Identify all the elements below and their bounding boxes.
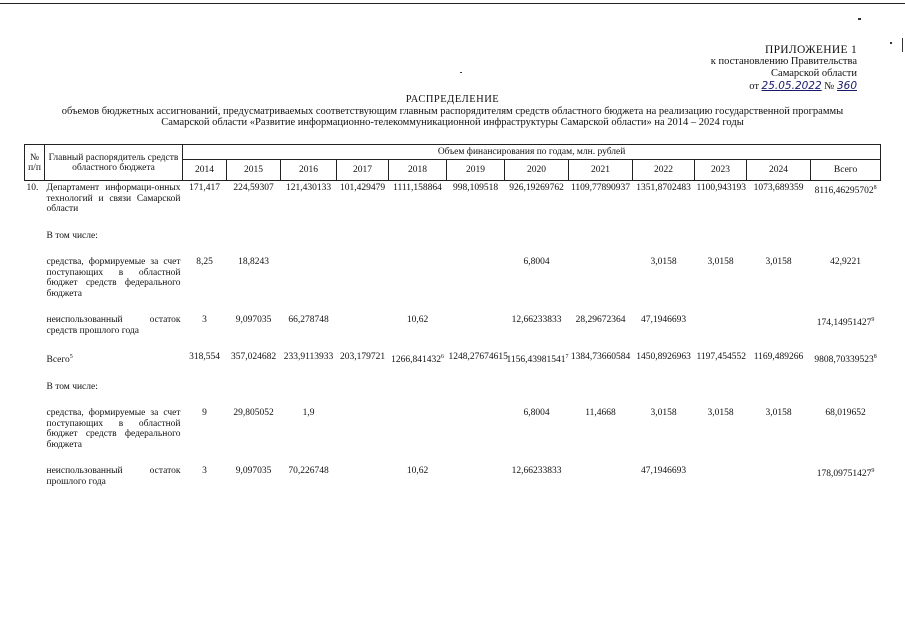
year-header-cell: 2022 (633, 160, 695, 181)
value-text: 12,66233833 (511, 466, 562, 477)
spacer-cell (25, 368, 881, 380)
appendix-title: ПРИЛОЖЕНИЕ 1 (764, 44, 857, 56)
value-text: 42,9221 (830, 257, 862, 267)
value-text: 1,9 (302, 408, 315, 419)
row-name (45, 229, 183, 244)
table-row (25, 255, 881, 301)
value-text: 1111,158864 (393, 183, 442, 193)
value-cell (337, 181, 389, 217)
value-cell (569, 255, 633, 301)
row-spacer (25, 301, 881, 313)
scan-speck (890, 42, 892, 44)
value-text: 8,25 (196, 257, 213, 267)
value-text: 1248,27674615 (448, 352, 508, 362)
top-border-line (0, 3, 905, 4)
title-line-3: Самарской области «Развитие информационно-телекоммуникационной инфраструктуры Самарской области» на 2014 – 2024 годы (161, 117, 744, 128)
value-text: 3 (202, 466, 207, 477)
value-cell (569, 464, 633, 489)
value-text: 174,14951427 (816, 318, 872, 329)
value-text: 9 (202, 408, 207, 419)
scan-speck (460, 72, 462, 73)
value-cell (695, 464, 747, 489)
value-text: 1109,77890937 (570, 183, 631, 193)
value-cell (227, 229, 281, 244)
footnote-mark: 7 (565, 354, 569, 360)
row-spacer (25, 452, 881, 464)
value-text: 1266,841432 (391, 355, 441, 366)
row-name-text: Всего (46, 355, 70, 366)
appendix-header (711, 44, 857, 93)
value-cell (183, 181, 227, 217)
row-index: 10. (26, 183, 39, 193)
value-text: 3 (202, 315, 207, 325)
spacer-cell (25, 452, 881, 464)
number-value: 360 (836, 80, 857, 92)
value-cell (569, 350, 633, 368)
year-header-cell: 2024 (747, 160, 811, 181)
value-cell (281, 229, 337, 244)
value-cell (337, 255, 389, 301)
value-cell (281, 350, 337, 368)
value-text: 10,62 (406, 466, 429, 477)
value-cell (695, 380, 747, 395)
value-cell (337, 229, 389, 244)
footnote-mark: 9 (871, 468, 875, 475)
spacer-cell (25, 243, 881, 255)
value-text: 8116,46295702 (814, 186, 874, 197)
row-name (45, 255, 183, 301)
col-header-group: Объем финансирования по годам, млн. рублей (183, 145, 881, 160)
value-cell (747, 406, 811, 452)
value-cell (633, 380, 695, 395)
document-title (0, 94, 905, 129)
value-text: 318,554 (189, 352, 220, 362)
value-cell (227, 181, 281, 217)
value-cell (633, 313, 695, 338)
row-name-text: В том числе: (46, 230, 98, 241)
value-text: 1156,43981541 (506, 355, 566, 366)
year-header-cell: 2023 (695, 160, 747, 181)
value-cell (227, 313, 281, 338)
value-text: 66,278748 (288, 315, 329, 325)
value-cell (183, 313, 227, 338)
value-cell (811, 255, 881, 301)
value-cell (695, 406, 747, 452)
year-header-cell: 2014 (183, 160, 227, 181)
year-header-cell: 2018 (389, 160, 447, 181)
value-cell (695, 313, 747, 338)
value-text: 11,4668 (585, 408, 616, 419)
table-row (25, 181, 881, 217)
value-cell (183, 255, 227, 301)
row-name (45, 464, 183, 489)
value-text: 28,29672364 (575, 315, 626, 325)
spacer-cell (25, 489, 881, 501)
value-cell (695, 350, 747, 368)
value-cell (447, 406, 505, 452)
value-cell (183, 406, 227, 452)
value-cell (183, 229, 227, 244)
value-text: 3,0158 (650, 408, 677, 419)
value-cell (569, 229, 633, 244)
title-line-1: РАСПРЕДЕЛЕНИЕ (405, 94, 500, 105)
value-cell (811, 181, 881, 217)
value-cell (389, 380, 447, 395)
table-row (25, 406, 881, 452)
footnote-mark: 9 (871, 317, 875, 323)
value-cell (183, 380, 227, 395)
value-cell (811, 464, 881, 489)
value-cell (389, 181, 447, 217)
value-text: 3,0158 (707, 257, 734, 267)
value-cell (505, 464, 569, 489)
footnote-mark: 8 (873, 354, 877, 360)
row-name (45, 406, 183, 452)
row-name (45, 181, 183, 217)
budget-table (24, 144, 881, 501)
value-text: 12,66233833 (511, 315, 562, 325)
value-text: 9,097035 (235, 466, 272, 477)
date-prefix: от (749, 81, 759, 92)
table-body (25, 181, 881, 502)
value-text: 1073,689359 (753, 183, 804, 193)
value-text: 1384,73660584 (570, 352, 631, 362)
value-cell (633, 229, 695, 244)
year-header-cell: 2015 (227, 160, 281, 181)
value-text: 1197,454552 (696, 352, 747, 362)
table-row (25, 229, 881, 244)
value-cell (695, 181, 747, 217)
value-cell (695, 229, 747, 244)
value-cell (633, 181, 695, 217)
appendix-line-3: Самарской области (771, 68, 857, 79)
appendix-date-line (711, 80, 857, 93)
value-cell (695, 255, 747, 301)
row-index (25, 229, 45, 244)
scan-speck (858, 18, 861, 20)
value-cell (389, 229, 447, 244)
value-text: 1169,489266 (753, 352, 804, 362)
row-index (25, 380, 45, 395)
value-cell (183, 350, 227, 368)
row-name-text: Департамент информаци-онных технологий и связи Самарской области (46, 183, 181, 214)
value-cell (337, 313, 389, 338)
value-cell (281, 380, 337, 395)
value-cell (227, 406, 281, 452)
value-cell (747, 181, 811, 217)
value-text: 3,0158 (765, 408, 792, 419)
row-name (45, 313, 183, 338)
value-cell (811, 406, 881, 452)
value-text: 9808,70339523 (814, 355, 874, 366)
table-row (25, 313, 881, 338)
year-header-cell: 2021 (569, 160, 633, 181)
row-spacer (25, 394, 881, 406)
title-line-2: объемов бюджетных ассигнований, предусматриваемых соответствующим главным распорядителям средств областного бюджета на реализацию государственной программы (61, 105, 844, 117)
value-cell (227, 464, 281, 489)
value-cell (505, 255, 569, 301)
row-index (25, 313, 45, 338)
value-text: 224,59307 (233, 183, 274, 193)
date-value: 25.05.2022 (761, 80, 822, 92)
year-header-cell: 2020 (505, 160, 569, 181)
row-index (25, 464, 45, 489)
year-header-cell: Всего (811, 160, 881, 181)
value-cell (633, 350, 695, 368)
spacer-cell (25, 217, 881, 229)
value-text: 47,1946693 (640, 466, 687, 477)
value-cell (747, 350, 811, 368)
value-cell (337, 464, 389, 489)
value-text: 1351,8702483 (636, 183, 691, 193)
value-cell (505, 350, 569, 368)
value-cell (389, 313, 447, 338)
value-cell (505, 313, 569, 338)
value-text: 171,417 (189, 183, 220, 193)
value-cell (227, 255, 281, 301)
footnote-mark: 5 (69, 354, 73, 360)
row-spacer (25, 368, 881, 380)
value-text: 10,62 (406, 315, 429, 325)
value-cell (505, 380, 569, 395)
row-spacer (25, 338, 881, 350)
value-cell (811, 313, 881, 338)
value-cell (227, 380, 281, 395)
value-cell (389, 464, 447, 489)
number-prefix: № (824, 81, 835, 92)
value-cell (811, 350, 881, 368)
value-text: 3,0158 (707, 408, 734, 419)
value-text: 47,1946693 (640, 315, 687, 325)
value-text: 101,429479 (339, 183, 386, 193)
value-text: 357,024682 (230, 352, 277, 362)
row-index (25, 255, 45, 301)
value-cell (183, 464, 227, 489)
value-cell (281, 464, 337, 489)
table-row (25, 464, 881, 489)
value-text: 68,019652 (825, 408, 866, 419)
value-text: 998,109518 (452, 183, 499, 193)
value-cell (337, 350, 389, 368)
value-cell (447, 313, 505, 338)
row-spacer (25, 243, 881, 255)
value-text: 1100,943193 (696, 183, 747, 193)
row-name (45, 380, 183, 395)
value-cell (281, 406, 337, 452)
scan-speck (902, 38, 903, 52)
value-text: 18,8243 (238, 257, 269, 267)
value-text: 233,9113933 (283, 352, 334, 362)
value-text: 6,8004 (523, 257, 550, 267)
value-text: 6,8004 (523, 408, 550, 419)
value-cell (633, 406, 695, 452)
row-name-text: неиспользованный остаток прошлого года (46, 466, 181, 487)
value-cell (281, 181, 337, 217)
value-cell (569, 380, 633, 395)
value-cell (747, 464, 811, 489)
value-text: 1450,8926963 (636, 352, 691, 362)
value-cell (633, 255, 695, 301)
appendix-line-2: к постановлению Правительства (710, 56, 857, 67)
value-cell (505, 406, 569, 452)
value-text: 3,0158 (650, 257, 677, 267)
row-index (25, 406, 45, 452)
value-cell (747, 255, 811, 301)
row-name-text: неиспользованный остаток средств прошлого года (46, 315, 181, 336)
table-row (25, 350, 881, 368)
value-cell (447, 255, 505, 301)
value-cell (505, 181, 569, 217)
value-cell (389, 406, 447, 452)
value-cell (447, 380, 505, 395)
value-text: 121,430133 (285, 183, 332, 193)
row-name-text: средства, формируемые за счет поступающих в областной бюджет средств федерального бюджета (46, 257, 181, 299)
value-cell (227, 350, 281, 368)
value-text: 9,097035 (235, 315, 272, 325)
value-text: 178,09751427 (816, 469, 872, 480)
row-name-text: В том числе: (46, 381, 98, 392)
year-header-cell: 2019 (447, 160, 505, 181)
value-cell (811, 229, 881, 244)
row-name-text: средства, формируемые за счет поступающих в областной бюджет средств федерального бюджета (46, 408, 181, 450)
year-header-cell: 2016 (281, 160, 337, 181)
row-index (25, 350, 45, 368)
value-cell (337, 406, 389, 452)
row-spacer (25, 489, 881, 501)
value-cell (281, 255, 337, 301)
row-name (45, 350, 183, 368)
col-header-number: № п/п (25, 145, 45, 181)
value-cell (505, 229, 569, 244)
value-cell (447, 350, 508, 368)
value-cell (747, 380, 811, 395)
spacer-cell (25, 394, 881, 406)
value-cell (569, 406, 633, 452)
value-cell (747, 229, 811, 244)
value-cell (747, 313, 811, 338)
value-text: 29,805052 (233, 408, 274, 419)
spacer-cell (25, 338, 881, 350)
value-cell (569, 313, 633, 338)
value-cell (633, 464, 695, 489)
value-cell (281, 313, 337, 338)
value-text: 70,226748 (288, 466, 329, 477)
value-cell (811, 380, 881, 395)
spacer-cell (25, 301, 881, 313)
year-header-cell: 2017 (337, 160, 389, 181)
value-cell (447, 181, 505, 217)
value-cell (569, 181, 633, 217)
value-cell (389, 255, 447, 301)
value-cell (447, 464, 505, 489)
table-row (25, 380, 881, 395)
col-header-name: Главный распорядитель средств областного бюджета (45, 145, 183, 181)
value-cell (447, 229, 505, 244)
value-text: 203,179721 (339, 352, 386, 362)
value-text: 926,19269762 (509, 183, 564, 193)
value-text: 3,0158 (765, 257, 792, 267)
value-cell (389, 350, 447, 368)
row-spacer (25, 217, 881, 229)
footnote-mark: 6 (440, 354, 444, 360)
footnote-mark: 8 (873, 185, 877, 191)
value-cell (337, 380, 389, 395)
